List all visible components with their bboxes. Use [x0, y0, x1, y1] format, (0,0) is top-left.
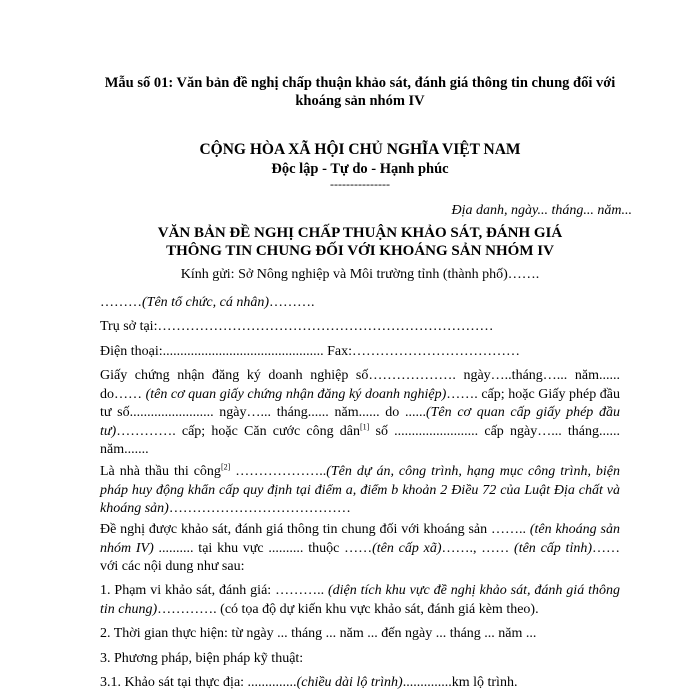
contractor-text-3: …………………………………: [168, 501, 351, 516]
item-1-text-1: 1. Phạm vi khảo sát, đánh giá: ………..: [100, 583, 328, 598]
cert-issuer-hint: (tên cơ quan giấy chứng nhận đăng ký doanh nghiệp): [145, 386, 447, 402]
motto: Độc lập - Tự do - Hạnh phúc: [271, 161, 449, 177]
route-length-hint: (chiều dài lộ trình): [296, 675, 403, 690]
contractor-text-1: Là nhà thầu thi công: [100, 464, 221, 479]
contractor-paragraph: [100, 463, 620, 519]
document-title: [100, 224, 620, 260]
item-3-1-text-2: ..............km lộ trình.: [402, 675, 518, 690]
request-text-1: Đề nghị được khảo sát, đánh giá thông tin chung đối với khoáng sản ……..: [100, 522, 530, 537]
place-date: Địa danh, ngày... tháng... năm...: [451, 203, 632, 218]
request-text-4: …… với các nội dung như sau:: [100, 540, 620, 574]
phone-dots: ..............................................: [162, 344, 324, 359]
province-hint: (tên cấp tỉnh): [514, 540, 592, 556]
cert-text-1: Giấy chứng nhận đăng ký doanh nghiệp số………………. ngày…..tháng…... năm...... do……: [100, 368, 620, 402]
fax-label: Fax:: [323, 344, 352, 359]
contractor-text-2: ………………..: [230, 464, 327, 479]
item-3-1-text-1: 3.1. Khảo sát tại thực địa: ..............: [100, 675, 297, 690]
recipient-line: Kính gửi: Sở Nông nghiệp và Môi trường tỉnh (thành phố)…….: [180, 267, 540, 282]
org-tail: ……….: [269, 295, 315, 310]
form-title: Mẫu số 01: Văn bản đề nghị chấp thuận khảo sát, đánh giá thông tin chung đối với khoáng sản nhóm IV: [104, 75, 616, 109]
contractor-project-hint: (Tên dự án, công trình, hạng mục công trình, biện pháp huy động khẩn cấp quy định tại điểm a, điểm b khoản 2 Điều 72 của Luật Địa chất và khoáng sản): [100, 464, 621, 516]
organization-line: [100, 294, 620, 313]
document-title-line1: VĂN BẢN ĐỀ NGHỊ CHẤP THUẬN KHẢO SÁT, ĐÁNH GIÁ: [157, 225, 563, 241]
fax-dots: ………………………………: [352, 344, 520, 359]
cert-license-hint: (Tên cơ quan cấp giấy phép đầu tư): [100, 405, 620, 439]
national-title: CỘNG HÒA XÃ HỘI CHỦ NGHĨA VIỆT NAM: [199, 141, 521, 158]
footnote-ref-2[interactable]: [2]: [220, 462, 231, 472]
org-lead: ………: [100, 295, 142, 310]
motto-divider: ---------------: [330, 177, 390, 191]
commune-hint: (tên cấp xã): [372, 540, 442, 556]
item-1-scope: [100, 582, 620, 619]
cert-text-4: số ........................ cấp ngày…... tháng...... năm.......: [100, 423, 620, 457]
footnote-ref-1[interactable]: [1]: [360, 421, 370, 431]
item-2-duration: 2. Thời gian thực hiện: từ ngày ... tháng ... năm ... đến ngày ... tháng ... năm ...: [100, 626, 537, 641]
item-3-1-field-survey: [100, 674, 620, 693]
certificate-paragraph: [100, 367, 620, 460]
cert-text-3: …………. cấp; hoặc Căn cước công dân: [116, 423, 360, 439]
phone-fax-line: [100, 343, 620, 362]
request-paragraph: [100, 521, 620, 577]
item-1-text-2: …………. (có tọa độ dự kiến khu vực khảo sát, đánh giá kèm theo).: [157, 601, 539, 617]
cert-text-2: ……. cấp; hoặc Giấy phép đầu tư số........................ ngày…... tháng...... năm...... do ......: [100, 386, 621, 420]
mineral-name-hint: (tên khoáng sản nhóm IV): [100, 522, 620, 556]
request-text-2: .......... tại khu vực .......... thuộc ……: [153, 540, 373, 556]
item-1-area-hint: (diện tích khu vực đề nghị khảo sát, đánh giá thông tin chung): [100, 583, 620, 617]
request-text-3: ……., ……: [441, 540, 515, 556]
org-name-hint: (Tên tổ chức, cá nhân): [142, 295, 269, 310]
address-line: Trụ sở tại:………………………………………………………………: [100, 319, 494, 334]
phone-label: Điện thoại:: [100, 344, 163, 359]
document-title-line2: THÔNG TIN CHUNG ĐỐI VỚI KHOÁNG SẢN NHÓM IV: [166, 243, 554, 259]
item-3-methods: 3. Phương pháp, biện pháp kỹ thuật:: [100, 651, 304, 666]
